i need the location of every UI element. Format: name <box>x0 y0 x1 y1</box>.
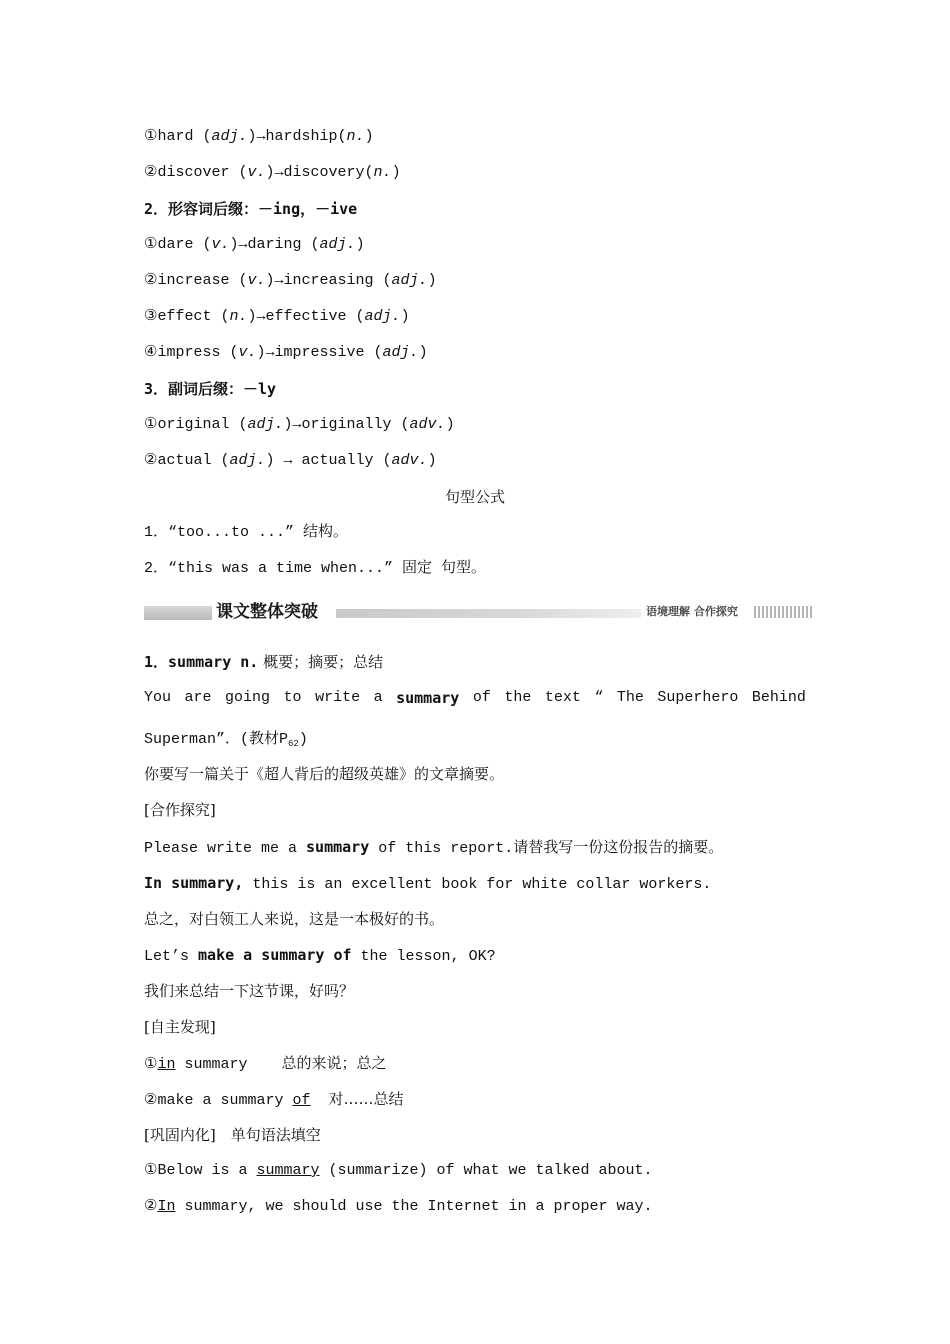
entry-example-line2: Superman”．(教材$P_{62}$) <box>144 731 308 749</box>
vocab-adv-item-1: ①original (adj.)→originally (adv.) <box>144 416 455 433</box>
example-word: “ <box>594 689 604 706</box>
vocab-noun-item-1: ①hard (adj.)→hardship(n.) <box>144 128 374 145</box>
vocab-adj-item-1: ①dare (v.)→daring (adj.) <box>144 236 365 253</box>
coop-label: [合作探究] <box>144 801 216 819</box>
vocab-adv-item-2: ②actual (adj.) → actually (adv.) <box>144 452 437 469</box>
section-banner <box>144 601 814 623</box>
discover-label: [自主发现] <box>144 1018 216 1036</box>
consolidate-item-2: ②In summary, we should use the Internet in a proper way. <box>144 1198 653 1215</box>
section-subtitle: 语境理解 合作探究 <box>646 605 738 618</box>
example-word: a <box>373 689 383 706</box>
example-word: The <box>616 689 644 706</box>
example-word: are <box>184 689 212 706</box>
example-word: to <box>283 689 302 706</box>
coop-sentence-3-translation: 我们来总结一下这节课，好吗？ <box>144 982 355 1000</box>
consolidate-label: [巩固内化] 单句语法填空 <box>144 1126 321 1144</box>
vocab-adj-item-3: ③effect (n.)→effective (adj.) <box>144 308 410 325</box>
adv-suffix-heading: 3．副词后缀：－ly <box>144 380 277 398</box>
example-word: write <box>315 689 361 706</box>
banner-left-bar <box>144 606 212 620</box>
example-word: going <box>225 689 271 706</box>
vocab-adj-item-4: ④impress (v.)→impressive (adj.) <box>144 344 428 361</box>
example-word: You <box>144 689 172 706</box>
entry-heading: 1．summary n. 概要；摘要；总结 <box>144 653 384 671</box>
banner-right-bar <box>336 609 641 618</box>
pattern-item-2: 2．“this was a time when...” 固定 句型。 <box>144 560 487 577</box>
example-word: summary <box>396 689 460 707</box>
entry-example-translation: 你要写一篇关于《超人背后的超级英雄》的文章摘要。 <box>144 765 505 783</box>
example-word: of <box>472 689 491 706</box>
consolidate-item-1: ①Below is a summary (summarize) of what we talked about. <box>144 1162 653 1179</box>
coop-sentence-2-translation: 总之，对白领工人来说，这是一本极好的书。 <box>144 910 445 928</box>
discover-item-1: ①in summary 总的来说；总之 <box>144 1054 387 1073</box>
adj-suffix-heading: 2．形容词后缀：－ing，－ive <box>144 200 358 218</box>
vocab-noun-item-2: ②discover (v.)→discovery(n.) <box>144 164 401 181</box>
section-title: 课文整体突破 <box>216 602 318 622</box>
example-word: text <box>544 689 581 706</box>
entry-example-line1 <box>144 688 806 708</box>
coop-sentence-3: Let’s make a summary of the lesson, OK? <box>144 946 496 965</box>
discover-item-2: ②make a summary of 对……总结 <box>144 1090 404 1109</box>
patterns-heading: 句型公式 <box>444 488 505 506</box>
pattern-item-1: 1．“too...to ...” 结构。 <box>144 524 349 541</box>
coop-sentence-1: Please write me a summary of this report.请替我写一份这份报告的摘要。 <box>144 838 724 857</box>
example-word: the <box>504 689 532 706</box>
example-word: Superhero <box>657 689 739 706</box>
vocab-adj-item-2: ②increase (v.)→increasing (adj.) <box>144 272 437 289</box>
example-word: Behind <box>751 689 806 706</box>
coop-sentence-2: In summary, this is an excellent book for white collar workers. <box>144 874 712 893</box>
banner-stripes <box>754 606 814 618</box>
